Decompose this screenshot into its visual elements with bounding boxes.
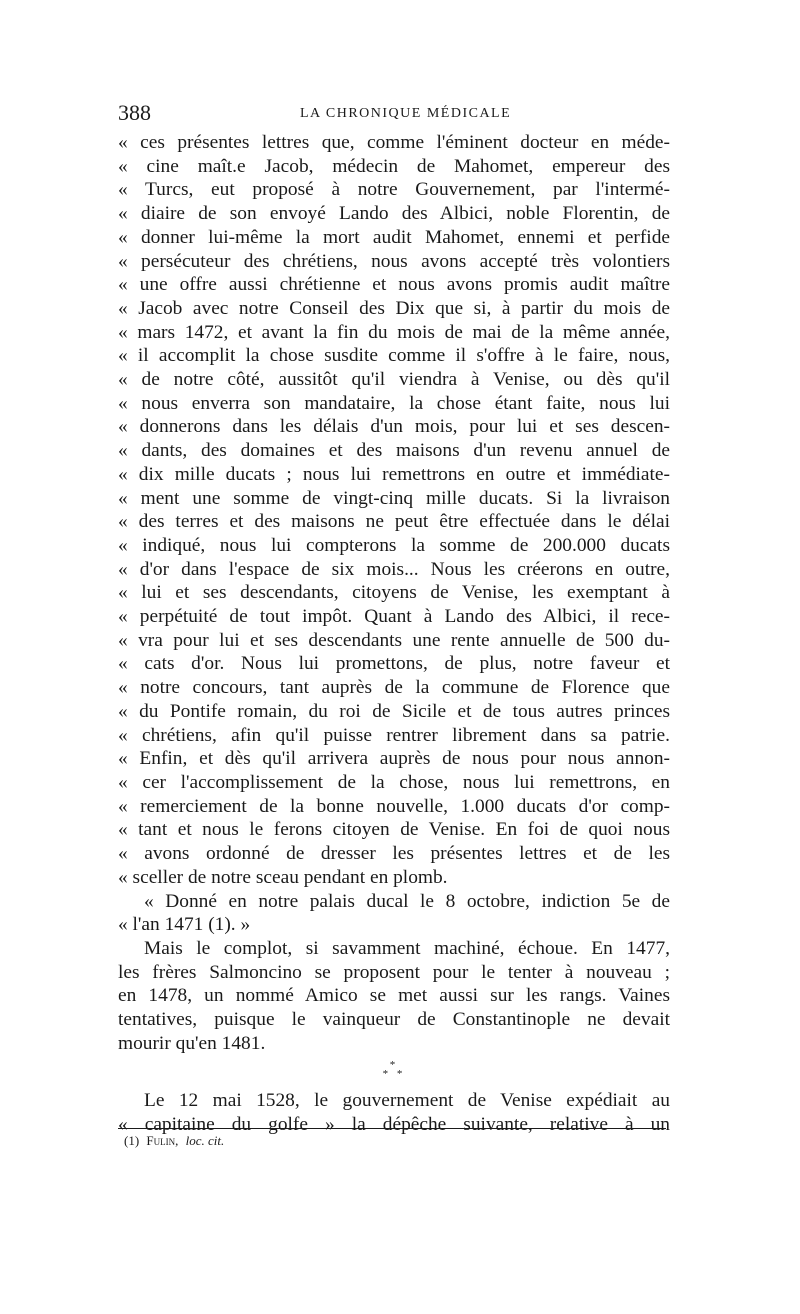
footnote-number: (1) [124,1133,140,1148]
section-separator [118,1061,670,1079]
quote-line: « Jacob avec notre Conseil des Dix que si, à partir du mois de [118,297,670,319]
paragraph-line: « capitaine du golfe » la dépêche suivante, relative à un [118,1114,670,1136]
quote-line: « cats d'or. Nous lui promettons, de plus, notre faveur et [118,653,670,675]
quote-line: « avons ordonné de dresser les présentes lettres et de les [118,843,670,865]
quote-line: « tant et nous le ferons citoyen de Venise. En foi de quoi nous [118,819,670,841]
quote-line: « du Pontife romain, du roi de Sicile et de tous autres princes [118,700,670,722]
quote-line: « vra pour lui et ses descendants une rente annuelle de 500 du- [118,629,670,651]
quote-line: « lui et ses descendants, citoyens de Venise, les exemptant à [118,582,670,604]
quote-line: « sceller de notre sceau pendant en plomb. [118,866,448,888]
footnote [124,1133,224,1149]
quote-line: « nous enverra son mandataire, la chose étant faite, nous lui [118,392,670,414]
paragraph-line: les frères Salmoncino se proposent pour le tenter à nouveau ; [118,961,670,983]
dated-line: « Donné en notre palais ducal le 8 octobre, indiction 5e de [144,890,670,912]
quote-line: « diaire de son envoyé Lando des Albici, noble Florentin, de [118,203,670,225]
paragraph-line: mourir qu'en 1481. [118,1032,266,1054]
quote-line: « cer l'accomplissement de la chose, nous lui remettrons, en [118,771,670,793]
quote-line: « ces présentes lettres que, comme l'éminent docteur en méde- [118,132,670,153]
footnote-rule [118,1128,666,1129]
quote-line: « donnerons dans les délais d'un mois, pour lui et ses descen- [118,416,670,438]
paragraph-line: en 1478, un nommé Amico se met aussi sur les rangs. Vaines [118,985,670,1007]
quote-line: « une offre aussi chrétienne et nous avons promis audit maître [118,274,670,296]
quote-line: « dants, des domaines et des maisons d'un revenu annuel de [118,440,670,462]
main-text [118,131,670,1137]
quote-line: « donner lui-même la mort audit Mahomet, ennemi et perfide [118,226,670,248]
quote-line: « perpétuité de tout impôt. Quant à Lando des Albici, il rece- [118,606,670,628]
quote-line: « indiqué, nous lui compterons la somme de 200.000 ducats [118,534,670,556]
paragraph-line: tentatives, puisque le vainqueur de Constantinople ne devait [118,1009,670,1031]
quote-line: « Turcs, eut proposé à notre Gouvernement, par l'intermé- [118,179,670,201]
quote-line: « il accomplit la chose susdite comme il s'offre à le faire, nous, [118,345,670,367]
separator-star-bottom: * * [382,1068,406,1081]
quote-line: « ment une somme de vingt-cinq mille ducats. Si la livraison [118,487,670,509]
quote-line: « chrétiens, afin qu'il puisse rentrer librement dans sa patrie. [118,724,670,746]
quote-line: « d'or dans l'espace de six mois... Nous les créerons en outre, [118,558,670,580]
quote-line: « persécuteur des chrétiens, nous avons accepté très volontiers [118,250,670,272]
quote-line: « des terres et des maisons ne peut être effectuée dans le délai [118,511,670,533]
dated-line: « l'an 1471 (1). » [118,914,251,936]
separator-star-top: * [389,1059,399,1072]
quote-line: « Enfin, et dès qu'il arrivera auprès de nous pour nous annon- [118,748,670,770]
page-header [118,100,678,130]
paragraph-line: Le 12 mai 1528, le gouvernement de Venise expédiait au [144,1090,670,1112]
quote-line: « de notre côté, aussitôt qu'il viendra à Venise, ou dès qu'il [118,369,670,391]
paragraph-line: Mais le complot, si savamment machiné, échoue. En 1477, [144,937,670,959]
quote-line: « remerciement de la bonne nouvelle, 1.000 ducats d'or comp- [118,795,670,817]
quote-line: « notre concours, tant auprès de la commune de Florence que [118,677,670,699]
running-title: LA CHRONIQUE MÉDICALE [300,106,512,121]
footnote-author: Fulin, [146,1133,179,1148]
page-number: 388 [118,100,151,125]
quote-line: « dix mille ducats ; nous lui remettrons en outre et immédiate- [118,463,670,485]
footnote-reference: loc. cit. [185,1133,225,1148]
quote-line: « mars 1472, et avant la fin du mois de mai de la même année, [118,321,670,343]
quote-line: « cine maît.e Jacob, médecin de Mahomet, empereur des [118,155,670,177]
